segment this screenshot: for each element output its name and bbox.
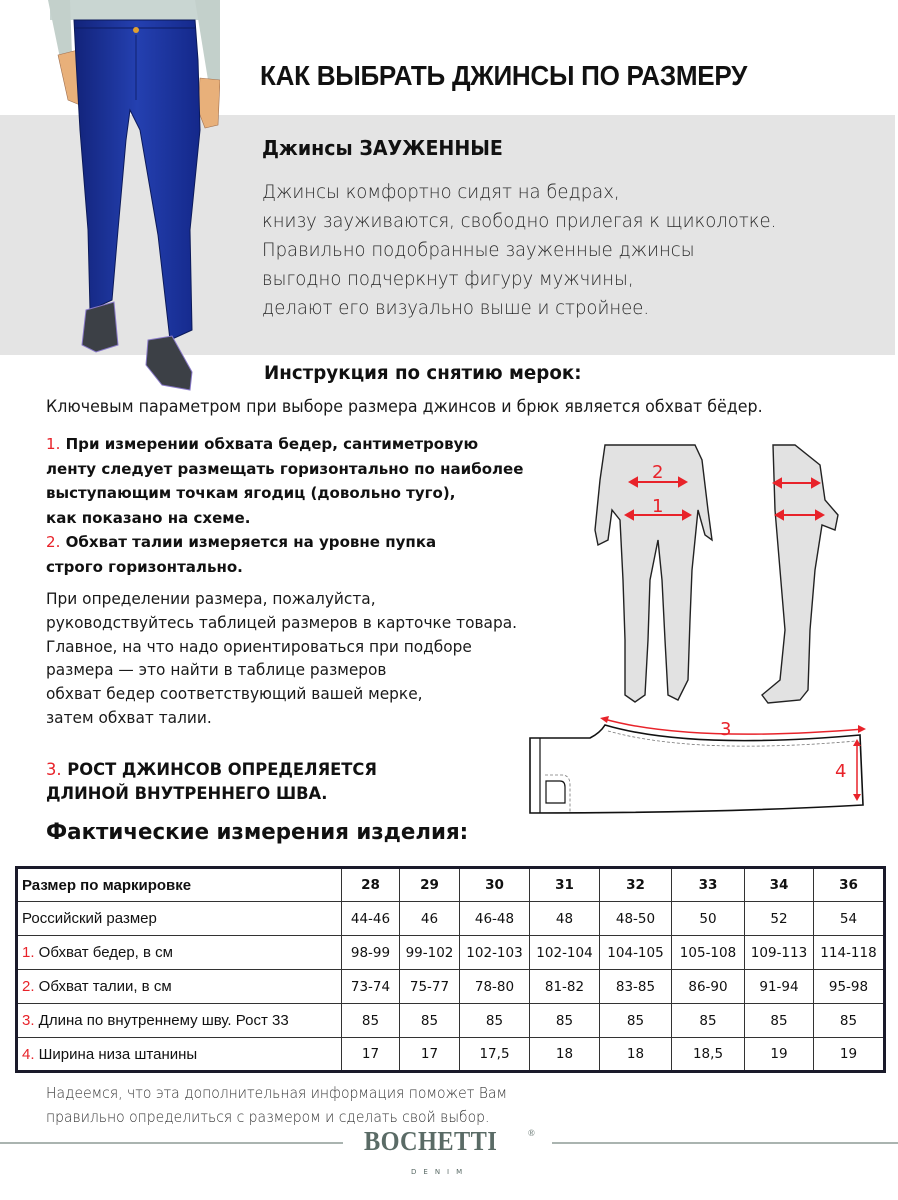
cell: 91-94 [745, 970, 814, 1004]
cell: 98-99 [342, 936, 400, 970]
description-line: Правильно подобранные зауженные джинсы [262, 239, 695, 261]
guide-line: обхват бедер соответствующий вашей мерке, [46, 684, 423, 704]
label-2: 2 [652, 462, 664, 483]
cell: 50 [672, 902, 745, 936]
table-row-inseam [17, 1004, 885, 1038]
label-3: 3 [720, 719, 732, 740]
step-2-number: 2. [46, 533, 61, 551]
cell: 46-48 [460, 902, 530, 936]
cell: 18 [530, 1038, 600, 1072]
cell: 73-74 [342, 970, 400, 1004]
instructions-title: Инструкция по снятию мерок: [264, 362, 582, 384]
cell: 85 [460, 1004, 530, 1038]
size-28: 28 [342, 868, 400, 902]
jeans-model-illustration [30, 0, 220, 400]
step-1-line: как показано на схеме. [46, 508, 251, 527]
row-label: Российский размер [17, 902, 342, 936]
page-title: КАК ВЫБРАТЬ ДЖИНСЫ ПО РАЗМЕРУ [260, 60, 748, 91]
cell: 85 [342, 1004, 400, 1038]
cell: 109-113 [745, 936, 814, 970]
cell: 85 [745, 1004, 814, 1038]
step-3-number: 3. [46, 760, 62, 780]
size-30: 30 [460, 868, 530, 902]
step-2-line: строго горизонтально. [46, 557, 243, 576]
table-row-waist [17, 970, 885, 1004]
size-chart-table [15, 866, 886, 1073]
footer-note [46, 1081, 542, 1129]
table-row-russian-size [17, 902, 885, 936]
size-36: 36 [814, 868, 885, 902]
guide-line: размера — это найти в таблице размеров [46, 660, 387, 680]
measurement-steps [46, 432, 538, 579]
guide-line: затем обхват талии. [46, 707, 212, 727]
description-line: делают его визуально выше и стройнее. [262, 297, 650, 319]
table-row-leg-opening [17, 1038, 885, 1072]
cell: 18 [600, 1038, 672, 1072]
size-33: 33 [672, 868, 745, 902]
description-line: книзу зауживаются, свободно прилегая к щиколотке. [262, 210, 777, 232]
label-4: 4 [835, 761, 847, 782]
footer-note-line: Надеемся, что эта дополнительная информация поможет Вам [46, 1084, 508, 1102]
cell: 52 [745, 902, 814, 936]
jeans-inseam-diagram [520, 705, 898, 825]
table-row-hip [17, 936, 885, 970]
cell: 81-82 [530, 970, 600, 1004]
cell: 99-102 [400, 936, 460, 970]
cell: 54 [814, 902, 885, 936]
size-34: 34 [745, 868, 814, 902]
size-31: 31 [530, 868, 600, 902]
step-3-text: 3. РОСТ ДЖИНСОВ ОПРЕДЕЛЯЕТСЯ ДЛИНОЙ ВНУТРЕННЕГО ШВА. [46, 760, 377, 804]
cell: 104-105 [600, 936, 672, 970]
cell: 78-80 [460, 970, 530, 1004]
registered-mark: ® [528, 1128, 535, 1138]
cell: 85 [400, 1004, 460, 1038]
description-line: Джинсы комфортно сидят на бедрах, [262, 181, 620, 203]
cell: 102-104 [530, 936, 600, 970]
cell: 17 [400, 1038, 460, 1072]
guide-line: При определении размера, пожалуйста, [46, 589, 376, 608]
table-header-row [17, 868, 885, 902]
row-label: 3. Длина по внутреннему шву. Рост 33 [17, 1004, 342, 1038]
size-32: 32 [600, 868, 672, 902]
cell: 19 [814, 1038, 885, 1072]
product-description [262, 178, 803, 323]
cell: 48-50 [600, 902, 672, 936]
brand-subtitle: DENIM [411, 1168, 470, 1176]
cell: 85 [530, 1004, 600, 1038]
row-label: 1. Обхват бедер, в см [17, 936, 342, 970]
cell: 17,5 [460, 1038, 530, 1072]
cell: 114-118 [814, 936, 885, 970]
cell: 86-90 [672, 970, 745, 1004]
guide-line: руководствуйтесь таблицей размеров в карточке товара. [46, 612, 517, 632]
cell: 48 [530, 902, 600, 936]
body-measurement-diagram [590, 440, 890, 710]
guide-line: Главное, на что надо ориентироваться при подборе [46, 636, 472, 656]
brand-divider-left [0, 1142, 343, 1144]
cell: 105-108 [672, 936, 745, 970]
cell: 17 [342, 1038, 400, 1072]
step-1-line: ленту следует размещать горизонтально по наиболее [46, 459, 524, 478]
description-line: выгодно подчеркнут фигуру мужчины, [262, 268, 634, 290]
label-1: 1 [652, 496, 664, 517]
size-guide-text [46, 587, 537, 730]
step-1-line: выступающим точкам ягодиц (довольно туго), [46, 484, 456, 502]
cell: 44-46 [342, 902, 400, 936]
key-parameter-text: Ключевым параметром при выборе размера джинсов и брюк является обхват бёдер. [46, 397, 763, 416]
cell: 102-103 [460, 936, 530, 970]
cell: 85 [600, 1004, 672, 1038]
cell: 18,5 [672, 1038, 745, 1072]
step-1-number: 1. [46, 435, 61, 453]
cell: 95-98 [814, 970, 885, 1004]
row-label: 2. Обхват талии, в см [17, 970, 342, 1004]
cell: 85 [672, 1004, 745, 1038]
cell: 46 [400, 902, 460, 936]
measurements-title: Фактические измерения изделия: [46, 820, 469, 845]
footer-note-line: правильно определиться с размером и сделать свой выбор. [46, 1108, 490, 1126]
cell: 75-77 [400, 970, 460, 1004]
cell: 83-85 [600, 970, 672, 1004]
step-1-line: 1. При измерении обхвата бедер, сантиметровую [46, 435, 479, 453]
row-label: 4. Ширина низа штанины [17, 1038, 342, 1072]
cell: 19 [745, 1038, 814, 1072]
cell: 85 [814, 1004, 885, 1038]
brand-logo: BOCHETTI [364, 1126, 498, 1156]
size-29: 29 [400, 868, 460, 902]
step-2-line: 2. Обхват талии измеряется на уровне пупка [46, 533, 437, 551]
header-label: Размер по маркировке [17, 868, 342, 902]
brand-divider-right [552, 1142, 898, 1144]
product-subtitle: Джинсы ЗАУЖЕННЫЕ [262, 136, 503, 160]
